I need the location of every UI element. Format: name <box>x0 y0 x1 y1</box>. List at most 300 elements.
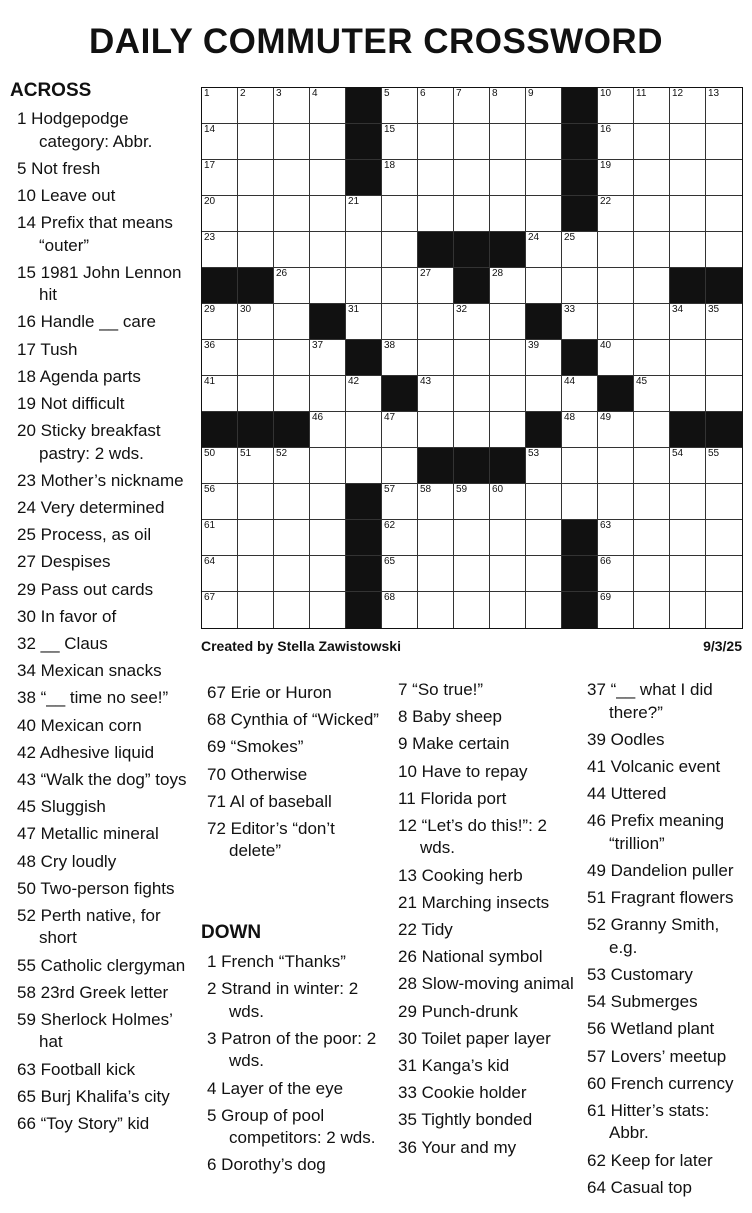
grid-cell[interactable] <box>202 592 238 628</box>
clue-number: 56 <box>204 484 216 495</box>
grid-cell[interactable] <box>490 592 526 628</box>
across-clue: 43 “Walk the dog” toys <box>17 769 187 789</box>
down-clue: 12 “Let’s do this!”: 2 wds. <box>398 815 547 858</box>
across-clue: 15 1981 John Lennon hit <box>17 262 182 305</box>
grid-cell[interactable] <box>598 340 634 376</box>
across-clue: 16 Handle __ care <box>17 312 156 332</box>
black-square <box>346 484 382 520</box>
grid-cell[interactable] <box>418 88 454 124</box>
grid-cell[interactable] <box>310 448 346 484</box>
grid-cell[interactable] <box>634 196 670 232</box>
black-square <box>562 124 598 160</box>
grid-cell[interactable] <box>274 484 310 520</box>
grid-cell[interactable] <box>418 268 454 304</box>
clue-number: 12 <box>672 88 684 99</box>
across-clues <box>17 108 192 1140</box>
grid-cell[interactable] <box>526 124 562 160</box>
clue-number: 39 <box>528 340 540 351</box>
grid-cell[interactable] <box>418 160 454 196</box>
grid-cell[interactable] <box>634 88 670 124</box>
grid-cell[interactable] <box>490 160 526 196</box>
across-clue: 69 “Smokes” <box>207 737 304 757</box>
grid-cell[interactable] <box>382 88 418 124</box>
across-clue: 59 Sherlock Holmes’ hat <box>17 1009 173 1052</box>
across-clue: 34 Mexican snacks <box>17 661 162 681</box>
across-clue: 18 Agenda parts <box>17 366 141 386</box>
clue-number: 63 <box>600 520 612 531</box>
grid-cell[interactable] <box>310 160 346 196</box>
black-square <box>706 268 742 304</box>
grid-cell[interactable] <box>238 124 274 160</box>
grid-cell[interactable] <box>238 484 274 520</box>
clue-number: 10 <box>600 88 612 99</box>
grid-cell[interactable] <box>454 592 490 628</box>
clue-number: 25 <box>564 232 576 243</box>
grid-cell[interactable] <box>346 448 382 484</box>
black-square <box>202 412 238 448</box>
clue-number: 69 <box>600 592 612 603</box>
grid-cell[interactable] <box>418 376 454 412</box>
grid-cell[interactable] <box>346 412 382 448</box>
grid-cell[interactable] <box>274 520 310 556</box>
down-clue: 39 Oodles <box>587 729 665 749</box>
across-clue: 25 Process, as oil <box>17 525 152 545</box>
clue-number: 6 <box>420 88 426 99</box>
clue-number: 16 <box>600 124 612 135</box>
grid-cell[interactable] <box>670 124 706 160</box>
down-clue: 10 Have to repay <box>398 761 528 781</box>
grid-cell[interactable] <box>490 484 526 520</box>
grid-cell[interactable] <box>634 448 670 484</box>
black-square <box>346 160 382 196</box>
clue-number: 45 <box>636 376 648 387</box>
grid-cell[interactable] <box>526 232 562 268</box>
grid-cell[interactable] <box>490 520 526 556</box>
down-clue: 26 National symbol <box>398 947 543 967</box>
grid-cell[interactable] <box>490 88 526 124</box>
grid-cell[interactable] <box>598 124 634 160</box>
grid-cell[interactable] <box>598 520 634 556</box>
grid-cell[interactable] <box>274 160 310 196</box>
grid-cell[interactable] <box>346 232 382 268</box>
grid-cell[interactable] <box>526 268 562 304</box>
grid-cell[interactable] <box>634 232 670 268</box>
grid-cell[interactable] <box>598 592 634 628</box>
down-clue: 13 Cooking herb <box>398 865 523 885</box>
down-clue: 21 Marching insects <box>398 892 550 912</box>
grid-cell[interactable] <box>526 160 562 196</box>
across-clue: 17 Tush <box>17 339 78 359</box>
clue-number: 26 <box>276 268 288 279</box>
grid-cell[interactable] <box>238 304 274 340</box>
grid-cell[interactable] <box>382 556 418 592</box>
grid-cell[interactable] <box>310 484 346 520</box>
grid-cell[interactable] <box>202 556 238 592</box>
grid-cell[interactable] <box>706 556 742 592</box>
across-clue: 20 Sticky breakfast pastry: 2 wds. <box>17 421 161 463</box>
down-clue: 33 Cookie holder <box>398 1083 527 1103</box>
grid-cell[interactable] <box>310 556 346 592</box>
crossword-grid <box>201 87 743 629</box>
grid-cell[interactable] <box>238 88 274 124</box>
down-clue: 61 Hitter’s stats: Abbr. <box>587 1100 710 1143</box>
black-square <box>562 196 598 232</box>
grid-cell[interactable] <box>310 592 346 628</box>
black-square <box>346 556 382 592</box>
grid-cell[interactable] <box>310 376 346 412</box>
black-square <box>346 340 382 376</box>
clue-number: 42 <box>348 376 360 387</box>
across-clue: 27 Despises <box>17 552 111 572</box>
grid-cell[interactable] <box>562 376 598 412</box>
grid-cell[interactable] <box>274 304 310 340</box>
grid-cell[interactable] <box>274 592 310 628</box>
clue-number: 18 <box>384 160 396 171</box>
clue-number: 59 <box>456 484 468 495</box>
grid-cell[interactable] <box>562 232 598 268</box>
grid-cell[interactable] <box>418 556 454 592</box>
down-clue: 53 Customary <box>587 965 693 984</box>
grid-cell[interactable] <box>490 340 526 376</box>
grid-cell[interactable] <box>598 232 634 268</box>
down-clue: 60 French currency <box>587 1073 734 1093</box>
grid-cell[interactable] <box>526 88 562 124</box>
black-square <box>346 592 382 628</box>
down-clue: 49 Dandelion puller <box>587 860 734 880</box>
grid-cell[interactable] <box>274 88 310 124</box>
across-clue: 66 “Toy Story” kid <box>17 1114 150 1133</box>
black-square <box>670 412 706 448</box>
grid-cell[interactable] <box>310 124 346 160</box>
grid-cell[interactable] <box>418 520 454 556</box>
grid-cell[interactable] <box>490 376 526 412</box>
grid-cell[interactable] <box>202 448 238 484</box>
grid-cell[interactable] <box>238 232 274 268</box>
grid-cell[interactable] <box>310 520 346 556</box>
grid-cell[interactable] <box>706 376 742 412</box>
grid-cell[interactable] <box>598 484 634 520</box>
grid-cell[interactable] <box>274 376 310 412</box>
black-square <box>562 556 598 592</box>
grid-cell[interactable] <box>526 196 562 232</box>
black-square <box>562 160 598 196</box>
grid-cell[interactable] <box>310 88 346 124</box>
clue-number: 28 <box>492 268 504 279</box>
grid-cell[interactable] <box>202 160 238 196</box>
grid-cell[interactable] <box>598 196 634 232</box>
across-clue: 52 Perth native, for short <box>17 905 161 948</box>
clue-number: 37 <box>312 340 324 351</box>
grid-cell[interactable] <box>562 304 598 340</box>
grid-cell[interactable] <box>670 340 706 376</box>
grid-cell[interactable] <box>634 268 670 304</box>
across-clue: 5 Not fresh <box>17 158 101 178</box>
grid-cell[interactable] <box>454 196 490 232</box>
grid-cell[interactable] <box>382 304 418 340</box>
grid-cell[interactable] <box>706 592 742 628</box>
grid-cell[interactable] <box>490 556 526 592</box>
grid-cell[interactable] <box>274 340 310 376</box>
clue-number: 61 <box>204 520 216 531</box>
clue-number: 58 <box>420 484 432 495</box>
clue-number: 3 <box>276 88 282 99</box>
grid-cell[interactable] <box>454 160 490 196</box>
down-clue: 46 Prefix meaning “trillion” <box>587 811 725 853</box>
grid-cell[interactable] <box>670 592 706 628</box>
down-clue: 4 Layer of the eye <box>207 1078 344 1098</box>
clue-number: 32 <box>456 304 468 315</box>
clue-number: 2 <box>240 88 246 99</box>
clue-number: 64 <box>204 556 216 567</box>
grid-cell[interactable] <box>490 124 526 160</box>
grid-cell[interactable] <box>202 124 238 160</box>
grid-cell[interactable] <box>706 196 742 232</box>
grid-cell[interactable] <box>598 412 634 448</box>
clue-number: 57 <box>384 484 396 495</box>
grid-cell[interactable] <box>274 448 310 484</box>
clue-number: 54 <box>672 448 684 459</box>
grid-cell[interactable] <box>346 196 382 232</box>
grid-cell[interactable] <box>346 376 382 412</box>
grid-cell[interactable] <box>526 592 562 628</box>
grid-cell[interactable] <box>202 340 238 376</box>
black-square <box>418 448 454 484</box>
grid-cell[interactable] <box>382 592 418 628</box>
down-clue: 11 Florida port <box>398 788 507 808</box>
clue-number: 11 <box>636 88 647 99</box>
grid-cell[interactable] <box>418 124 454 160</box>
grid-cell[interactable] <box>670 448 706 484</box>
grid-cell[interactable] <box>454 520 490 556</box>
grid-cell[interactable] <box>526 340 562 376</box>
clue-number: 38 <box>384 340 396 351</box>
grid-cell[interactable] <box>706 160 742 196</box>
grid-cell[interactable] <box>382 520 418 556</box>
clue-number: 21 <box>348 196 360 207</box>
grid-cell[interactable] <box>562 412 598 448</box>
grid-cell[interactable] <box>418 340 454 376</box>
across-clue: 19 Not difficult <box>17 394 125 413</box>
across-clue: 45 Sluggish <box>17 797 106 817</box>
grid-cell[interactable] <box>706 124 742 160</box>
grid-cell[interactable] <box>382 232 418 268</box>
grid-cell[interactable] <box>526 556 562 592</box>
grid-cell[interactable] <box>454 484 490 520</box>
grid-cell[interactable] <box>634 160 670 196</box>
grid-cell[interactable] <box>670 520 706 556</box>
grid-cell[interactable] <box>310 196 346 232</box>
grid-cell[interactable] <box>202 484 238 520</box>
grid-cell[interactable] <box>202 88 238 124</box>
black-square <box>310 304 346 340</box>
grid-cell[interactable] <box>490 196 526 232</box>
grid-cell[interactable] <box>310 340 346 376</box>
black-square <box>562 592 598 628</box>
grid-cell[interactable] <box>382 196 418 232</box>
grid-cell[interactable] <box>382 412 418 448</box>
grid-cell[interactable] <box>490 412 526 448</box>
grid-cell[interactable] <box>346 304 382 340</box>
grid-cell[interactable] <box>202 376 238 412</box>
clue-number: 4 <box>312 88 318 99</box>
grid-cell[interactable] <box>238 520 274 556</box>
grid-cell[interactable] <box>274 232 310 268</box>
grid-cell[interactable] <box>202 520 238 556</box>
black-square <box>490 232 526 268</box>
grid-cell[interactable] <box>418 592 454 628</box>
grid-cell[interactable] <box>706 232 742 268</box>
grid-cell[interactable] <box>238 340 274 376</box>
down-clue: 22 Tidy <box>398 920 453 939</box>
constructor-credit: Created by Stella Zawistowski <box>201 638 401 654</box>
grid-cell[interactable] <box>634 412 670 448</box>
grid-cell[interactable] <box>238 376 274 412</box>
grid-cell[interactable] <box>454 88 490 124</box>
grid-cell[interactable] <box>670 376 706 412</box>
black-square <box>454 268 490 304</box>
grid-cell[interactable] <box>382 160 418 196</box>
grid-cell[interactable] <box>454 340 490 376</box>
down-clues-b <box>398 679 576 1164</box>
grid-cell[interactable] <box>706 484 742 520</box>
grid-cell[interactable] <box>670 556 706 592</box>
grid-cell[interactable] <box>598 448 634 484</box>
grid-cell[interactable] <box>634 304 670 340</box>
black-square <box>274 412 310 448</box>
grid-cell[interactable] <box>310 412 346 448</box>
down-clue: 35 Tightly bonded <box>398 1110 533 1130</box>
grid-cell[interactable] <box>598 556 634 592</box>
grid-cell[interactable] <box>382 268 418 304</box>
grid-cell[interactable] <box>562 448 598 484</box>
grid-cell[interactable] <box>670 484 706 520</box>
grid-cell[interactable] <box>670 160 706 196</box>
grid-cell[interactable] <box>418 196 454 232</box>
black-square <box>562 520 598 556</box>
grid-cell[interactable] <box>634 340 670 376</box>
grid-cell[interactable] <box>454 304 490 340</box>
grid-cell[interactable] <box>634 124 670 160</box>
down-clue: 56 Wetland plant <box>587 1019 715 1039</box>
clue-number: 24 <box>528 232 540 243</box>
black-square <box>346 124 382 160</box>
clue-number: 5 <box>384 88 390 99</box>
grid-cell[interactable] <box>598 268 634 304</box>
grid-cell[interactable] <box>454 124 490 160</box>
down-clue: 5 Group of pool competitors: 2 wds. <box>207 1105 376 1148</box>
clue-number: 62 <box>384 520 396 531</box>
grid-cell[interactable] <box>706 88 742 124</box>
grid-cell[interactable] <box>598 88 634 124</box>
grid-cell[interactable] <box>382 340 418 376</box>
grid-cell[interactable] <box>490 304 526 340</box>
grid-cell[interactable] <box>382 124 418 160</box>
grid-cell[interactable] <box>202 196 238 232</box>
grid-cell[interactable] <box>274 124 310 160</box>
grid-cell[interactable] <box>454 376 490 412</box>
grid-cell[interactable] <box>274 556 310 592</box>
grid-cell[interactable] <box>706 520 742 556</box>
grid-cell[interactable] <box>670 232 706 268</box>
grid-cell[interactable] <box>238 556 274 592</box>
puzzle-title: DAILY COMMUTER CROSSWORD <box>89 22 663 61</box>
grid-cell[interactable] <box>238 196 274 232</box>
clue-number: 41 <box>204 376 216 387</box>
down-clue: 44 Uttered <box>587 784 667 804</box>
grid-cell[interactable] <box>202 232 238 268</box>
clue-number: 48 <box>564 412 576 423</box>
grid-cell[interactable] <box>670 304 706 340</box>
down-clue: 1 French “Thanks” <box>207 952 346 971</box>
clue-number: 35 <box>708 304 720 315</box>
grid-cell[interactable] <box>310 232 346 268</box>
grid-cell[interactable] <box>634 520 670 556</box>
down-clue: 36 Your and my <box>398 1137 517 1157</box>
grid-cell[interactable] <box>598 304 634 340</box>
clue-number: 46 <box>312 412 324 423</box>
grid-cell[interactable] <box>490 268 526 304</box>
grid-cell[interactable] <box>634 376 670 412</box>
grid-cell[interactable] <box>634 592 670 628</box>
grid-cell[interactable] <box>382 448 418 484</box>
clue-number: 30 <box>240 304 252 315</box>
grid-cell[interactable] <box>310 268 346 304</box>
clue-number: 47 <box>384 412 396 423</box>
grid-cell[interactable] <box>634 556 670 592</box>
grid-cell[interactable] <box>526 520 562 556</box>
grid-cell[interactable] <box>526 484 562 520</box>
grid-cell[interactable] <box>670 196 706 232</box>
grid-cell[interactable] <box>598 160 634 196</box>
grid-cell[interactable] <box>526 376 562 412</box>
grid-cell[interactable] <box>562 268 598 304</box>
across-clue: 29 Pass out cards <box>17 579 154 599</box>
down-clue: 28 Slow-moving animal <box>398 974 574 994</box>
black-square <box>238 412 274 448</box>
across-clue: 14 Prefix that means “outer” <box>17 213 173 255</box>
grid-cell[interactable] <box>634 484 670 520</box>
clue-number: 19 <box>600 160 612 171</box>
grid-cell[interactable] <box>274 196 310 232</box>
down-heading: DOWN <box>201 922 262 943</box>
grid-cell[interactable] <box>418 484 454 520</box>
grid-cell[interactable] <box>454 412 490 448</box>
grid-cell[interactable] <box>382 484 418 520</box>
grid-cell[interactable] <box>706 304 742 340</box>
grid-cell[interactable] <box>706 340 742 376</box>
clue-number: 20 <box>204 196 216 207</box>
grid-cell[interactable] <box>562 484 598 520</box>
across-clue: 67 Erie or Huron <box>207 683 332 702</box>
clue-number: 29 <box>204 304 216 315</box>
grid-cell[interactable] <box>706 448 742 484</box>
grid-cell[interactable] <box>238 160 274 196</box>
grid-cell[interactable] <box>238 592 274 628</box>
down-clue: 52 Granny Smith, e.g. <box>587 915 720 957</box>
across-clue: 50 Two-person fights <box>17 878 175 898</box>
grid-cell[interactable] <box>418 412 454 448</box>
grid-cell[interactable] <box>670 88 706 124</box>
across-clue: 42 Adhesive liquid <box>17 742 155 762</box>
grid-cell[interactable] <box>454 556 490 592</box>
grid-cell[interactable] <box>202 304 238 340</box>
grid-cell[interactable] <box>346 268 382 304</box>
grid-cell[interactable] <box>526 448 562 484</box>
grid-cell[interactable] <box>418 304 454 340</box>
grid-cell[interactable] <box>238 448 274 484</box>
grid-cell[interactable] <box>274 268 310 304</box>
clue-number: 55 <box>708 448 720 459</box>
